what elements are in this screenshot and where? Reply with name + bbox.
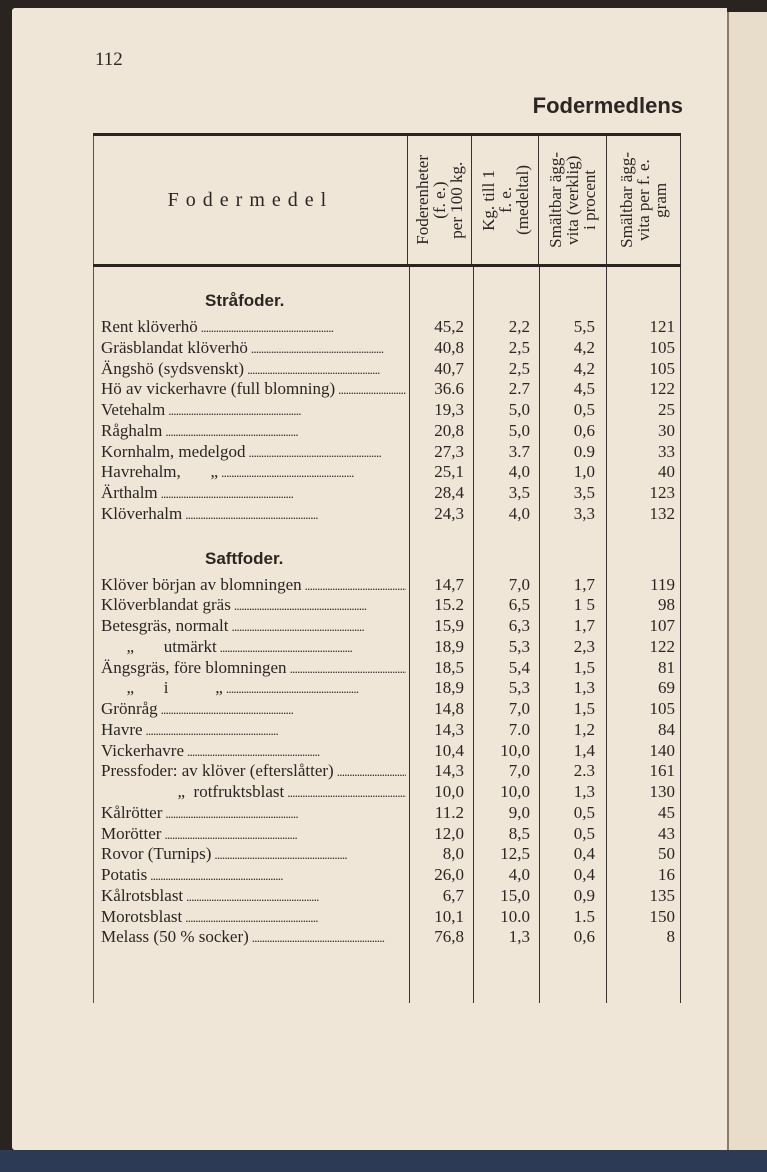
- feed-name-label: Kålrötter: [101, 802, 163, 822]
- table-row: [94, 741, 681, 762]
- feed-name: [94, 462, 406, 483]
- feed-units-per-100kg: 24,3: [434, 503, 464, 523]
- feed-name-label: Melass (50 % socker): [101, 927, 249, 947]
- protein-percent: 0,6: [573, 420, 595, 440]
- dot-leader: [165, 421, 406, 442]
- feed-name-label: Kornhalm, medelgod: [101, 441, 246, 461]
- feed-name-label: Ängsgräs, före blomningen: [101, 657, 287, 677]
- feed-name: [94, 927, 406, 948]
- feed-name: [94, 421, 406, 442]
- kg-per-feed-unit: 12,5: [500, 844, 530, 864]
- feed-name: [94, 359, 406, 380]
- dot-leader: [186, 886, 406, 907]
- feed-name-label: „ i „: [101, 678, 223, 698]
- table-row: [94, 678, 681, 699]
- table-row: [94, 400, 681, 421]
- section-heading: Stråfoder.: [205, 291, 285, 310]
- protein-percent: 1,7: [573, 616, 595, 635]
- kg-per-feed-unit: 2,2: [508, 317, 530, 336]
- feed-name-label: Klöverblandat gräs: [101, 595, 231, 615]
- dot-leader: [146, 720, 406, 741]
- feed-units-per-100kg: 40,7: [434, 358, 464, 378]
- protein-gram-per-fe: 25: [658, 400, 675, 419]
- kg-per-feed-unit: 4,0: [508, 865, 530, 884]
- feed-units-per-100kg: 20,8: [434, 420, 464, 440]
- protein-gram-per-fe: 140: [649, 740, 675, 760]
- protein-gram-per-fe: 123: [649, 483, 675, 502]
- protein-gram-per-fe: 40: [658, 462, 675, 482]
- feed-name: [94, 803, 406, 824]
- kg-per-feed-unit: 5,3: [508, 636, 530, 656]
- protein-percent: 1,3: [573, 678, 595, 698]
- dot-leader: [168, 400, 406, 421]
- feed-name: [94, 595, 406, 616]
- header-aggvita-gram: Smältbar ägg- vita per f. e. gram: [616, 152, 670, 248]
- kg-per-feed-unit: 5,3: [508, 678, 530, 698]
- dot-leader: [221, 462, 406, 483]
- table-header: [93, 136, 681, 264]
- feed-units-per-100kg: 6,7: [442, 885, 464, 905]
- header-col-procent: [538, 136, 606, 264]
- table-row: [94, 907, 681, 928]
- dot-leader: [161, 699, 406, 720]
- feed-units-per-100kg: 10,4: [434, 740, 464, 760]
- table-row: [94, 504, 681, 525]
- book-cover-edge: [0, 1150, 767, 1172]
- protein-gram-per-fe: 105: [649, 358, 675, 378]
- protein-gram-per-fe: 119: [650, 574, 675, 594]
- feed-name-label: Morötter: [101, 823, 162, 843]
- protein-percent: 2.3: [573, 761, 595, 781]
- feed-name: [94, 886, 406, 907]
- feed-name: [94, 761, 406, 782]
- running-head: Fodermedlens: [532, 93, 683, 118]
- kg-per-feed-unit: 7,0: [508, 699, 530, 718]
- feed-name-label: Grönråg: [101, 699, 158, 718]
- dot-leader: [247, 359, 406, 380]
- feed-name: [94, 575, 406, 596]
- protein-gram-per-fe: 30: [658, 420, 675, 440]
- kg-per-feed-unit: 6,3: [508, 616, 530, 635]
- feed-name: [94, 782, 406, 803]
- feed-units-per-100kg: 14,8: [434, 699, 464, 718]
- kg-per-feed-unit: 5,0: [508, 400, 530, 419]
- page-number: 112: [95, 49, 123, 70]
- table-row: [94, 359, 681, 380]
- dot-leader: [234, 595, 406, 616]
- table-row: [94, 761, 681, 782]
- feed-name-label: Hö av vickerhavre (full blomning): [101, 379, 336, 399]
- protein-percent: 0,5: [573, 823, 595, 843]
- table-row: [94, 658, 681, 679]
- feed-name: [94, 338, 406, 359]
- table-row: [94, 338, 681, 359]
- kg-per-feed-unit: 2.7: [508, 379, 530, 399]
- dot-leader: [337, 761, 406, 782]
- section-heading: Saftfoder.: [205, 548, 284, 568]
- feed-name-label: Klöverhalm: [101, 503, 183, 523]
- table-row: [94, 483, 681, 504]
- dot-leader: [251, 338, 406, 359]
- feed-name: [94, 741, 406, 762]
- feed-name: [94, 442, 406, 463]
- feed-name-label: Klöver början av blomningen: [101, 574, 302, 594]
- protein-percent: 4,5: [573, 379, 595, 399]
- protein-percent: 3,5: [573, 483, 595, 502]
- protein-gram-per-fe: 122: [649, 636, 675, 656]
- protein-percent: 1,7: [573, 574, 595, 594]
- table-body: [93, 267, 681, 1003]
- protein-percent: 0,4: [573, 844, 595, 864]
- header-col-kg: [471, 136, 538, 264]
- table-row: [94, 886, 681, 907]
- kg-per-feed-unit: 1,3: [508, 927, 530, 947]
- feed-units-per-100kg: 76,8: [434, 927, 464, 947]
- protein-gram-per-fe: 150: [649, 906, 675, 926]
- feed-units-per-100kg: 11.2: [434, 802, 464, 822]
- feed-name-label: Kålrotsblast: [101, 885, 184, 905]
- feed-units-per-100kg: 18,5: [434, 657, 464, 677]
- dot-leader: [150, 865, 406, 886]
- table-row: [94, 595, 681, 616]
- feed-name: [94, 637, 406, 658]
- protein-gram-per-fe: 107: [649, 616, 675, 635]
- protein-percent: 1,5: [573, 699, 595, 718]
- protein-percent: 4,2: [573, 358, 595, 378]
- kg-per-feed-unit: 3,5: [508, 483, 530, 502]
- dot-leader: [220, 637, 406, 658]
- table-row: [94, 317, 681, 338]
- dot-leader: [161, 483, 406, 504]
- kg-per-feed-unit: 4,0: [508, 503, 530, 523]
- protein-gram-per-fe: 33: [658, 441, 675, 461]
- kg-per-feed-unit: 8,5: [508, 823, 530, 843]
- feed-name-label: Vetehalm: [101, 400, 166, 419]
- protein-percent: 1,3: [573, 782, 595, 801]
- kg-per-feed-unit: 7,0: [508, 574, 530, 594]
- dot-leader: [226, 678, 406, 699]
- feed-name: [94, 616, 406, 637]
- dot-leader: [305, 575, 406, 596]
- kg-per-feed-unit: 4,0: [508, 462, 530, 482]
- feed-units-per-100kg: 26,0: [434, 865, 464, 884]
- protein-percent: 0.9: [573, 441, 595, 461]
- protein-percent: 1,0: [573, 462, 595, 482]
- protein-percent: 1,4: [573, 740, 595, 760]
- table-row: [94, 927, 681, 948]
- dot-leader: [187, 741, 406, 762]
- protein-percent: 0,9: [573, 885, 595, 905]
- protein-gram-per-fe: 45: [658, 802, 675, 822]
- kg-per-feed-unit: 5,4: [508, 657, 530, 677]
- feed-name: [94, 824, 406, 845]
- feed-units-per-100kg: 45,2: [434, 317, 464, 336]
- protein-gram-per-fe: 84: [658, 719, 675, 739]
- protein-gram-per-fe: 69: [658, 678, 675, 698]
- kg-per-feed-unit: 7,0: [508, 761, 530, 781]
- feed-name-label: „ utmärkt: [101, 636, 217, 656]
- protein-gram-per-fe: 8: [666, 927, 675, 947]
- header-fodermedel: Fodermedel: [167, 188, 334, 211]
- feed-name: [94, 844, 406, 865]
- feed-units-per-100kg: 8,0: [442, 844, 464, 864]
- protein-gram-per-fe: 135: [649, 885, 675, 905]
- feed-name-label: Gräsblandat klöverhö: [101, 337, 248, 357]
- protein-gram-per-fe: 43: [658, 823, 675, 843]
- protein-gram-per-fe: 121: [649, 317, 675, 336]
- feed-name: [94, 865, 406, 886]
- dot-leader: [248, 442, 406, 463]
- feed-name: [94, 699, 406, 720]
- kg-per-feed-unit: 15,0: [500, 885, 530, 905]
- protein-gram-per-fe: 105: [649, 337, 675, 357]
- feed-units-per-100kg: 15,9: [434, 616, 464, 635]
- feed-units-per-100kg: 18,9: [434, 636, 464, 656]
- feed-name: [94, 400, 406, 421]
- feed-name-label: Rovor (Turnips): [101, 844, 212, 864]
- header-col-gram: [606, 136, 682, 264]
- feed-units-per-100kg: 14,3: [434, 719, 464, 739]
- header-col-fe: [407, 136, 472, 264]
- feed-name-label: Rent klöverhö: [101, 317, 198, 336]
- table-row: [94, 720, 681, 741]
- protein-percent: 0,5: [573, 802, 595, 822]
- kg-per-feed-unit: 10,0: [500, 740, 530, 760]
- kg-per-feed-unit: 9,0: [508, 802, 530, 822]
- table-row: [94, 782, 681, 803]
- dot-leader: [201, 317, 406, 338]
- feed-name-label: Pressfoder: av klöver (efterslåtter): [101, 761, 334, 781]
- feed-name-label: Vickerhavre: [101, 740, 184, 760]
- feed-units-per-100kg: 14,7: [434, 574, 464, 594]
- protein-gram-per-fe: 16: [658, 865, 675, 884]
- feed-name-label: Havre: [101, 719, 143, 739]
- feed-units-per-100kg: 14,3: [434, 761, 464, 781]
- kg-per-feed-unit: 10,0: [500, 782, 530, 801]
- table-row: [94, 462, 681, 483]
- protein-percent: 4,2: [573, 337, 595, 357]
- table-row: [94, 803, 681, 824]
- protein-percent: 0,4: [573, 865, 595, 884]
- protein-percent: 1 5: [573, 595, 595, 615]
- protein-percent: 5,5: [573, 317, 595, 336]
- table-row: [94, 442, 681, 463]
- header-aggvita-procent: Smältbar ägg- vita (verklig) i procent: [545, 152, 599, 248]
- feed-name: [94, 317, 406, 338]
- feed-units-per-100kg: 10,1: [434, 906, 464, 926]
- dot-leader: [185, 907, 406, 928]
- feed-name-label: Ärthalm: [101, 483, 158, 502]
- feed-units-per-100kg: 19,3: [434, 400, 464, 419]
- kg-per-feed-unit: 5,0: [508, 420, 530, 440]
- protein-gram-per-fe: 105: [649, 699, 675, 718]
- feed-table: [93, 133, 681, 1003]
- feed-units-per-100kg: 15.2: [434, 595, 464, 615]
- feed-name-label: Betesgräs, normalt: [101, 616, 229, 635]
- feed-name-label: „ rotfruktsblast: [101, 782, 285, 801]
- table-row: [94, 844, 681, 865]
- kg-per-feed-unit: 3.7: [508, 441, 530, 461]
- kg-per-feed-unit: 2,5: [508, 358, 530, 378]
- feed-name: [94, 658, 406, 679]
- kg-per-feed-unit: 6,5: [508, 595, 530, 615]
- feed-units-per-100kg: 12,0: [434, 823, 464, 843]
- protein-gram-per-fe: 161: [649, 761, 675, 781]
- dot-leader: [338, 379, 406, 400]
- protein-percent: 3,3: [573, 503, 595, 523]
- dot-leader: [231, 616, 406, 637]
- dot-leader: [185, 504, 406, 525]
- feed-name: [94, 907, 406, 928]
- protein-percent: 0,5: [573, 400, 595, 419]
- table-row: [94, 379, 681, 400]
- table-row: [94, 699, 681, 720]
- feed-name-label: Råghalm: [101, 420, 163, 440]
- dot-leader: [252, 927, 406, 948]
- protein-gram-per-fe: 122: [649, 379, 675, 399]
- feed-name-label: Morotsblast: [101, 906, 183, 926]
- feed-name-label: Potatis: [101, 865, 148, 884]
- adjacent-page-edge: [727, 12, 767, 1152]
- dot-leader: [290, 658, 406, 679]
- feed-name: [94, 379, 406, 400]
- protein-gram-per-fe: 98: [658, 595, 675, 615]
- protein-percent: 1.5: [573, 906, 595, 926]
- kg-per-feed-unit: 10.0: [500, 906, 530, 926]
- feed-name: [94, 483, 406, 504]
- feed-units-per-100kg: 36.6: [434, 379, 464, 399]
- table-tail: [94, 948, 681, 1003]
- protein-percent: 0,6: [573, 927, 595, 947]
- feed-name: [94, 504, 406, 525]
- table-row: [94, 824, 681, 845]
- table-row: [94, 637, 681, 658]
- kg-per-feed-unit: 7.0: [508, 719, 530, 739]
- protein-gram-per-fe: 130: [649, 782, 675, 801]
- protein-percent: 2,3: [573, 636, 595, 656]
- feed-units-per-100kg: 25,1: [434, 462, 464, 482]
- dot-leader: [164, 824, 406, 845]
- protein-gram-per-fe: 81: [658, 657, 675, 677]
- table-row: [94, 575, 681, 596]
- feed-units-per-100kg: 28,4: [434, 483, 464, 502]
- feed-name-label: Ängshö (sydsvenskt): [101, 358, 245, 378]
- dot-leader: [287, 782, 406, 803]
- feed-units-per-100kg: 18,9: [434, 678, 464, 698]
- feed-name: [94, 678, 406, 699]
- feed-units-per-100kg: 27,3: [434, 441, 464, 461]
- protein-gram-per-fe: 132: [649, 503, 675, 523]
- dot-leader: [165, 803, 406, 824]
- header-foderenheter: Foderenheter (f. e.) per 100 kg.: [413, 155, 467, 245]
- dot-leader: [214, 844, 406, 865]
- table-row: [94, 421, 681, 442]
- table-row: [94, 865, 681, 886]
- protein-percent: 1,5: [573, 657, 595, 677]
- feed-name: [94, 720, 406, 741]
- protein-gram-per-fe: 50: [658, 844, 675, 864]
- kg-per-feed-unit: 2,5: [508, 337, 530, 357]
- feed-units-per-100kg: 40,8: [434, 337, 464, 357]
- feed-name-label: Havrehalm, „: [101, 462, 219, 482]
- feed-units-per-100kg: 10,0: [434, 782, 464, 801]
- protein-percent: 1,2: [573, 719, 595, 739]
- header-kg-per-fe: Kg. till 1 f. e. (medeltal): [478, 165, 532, 235]
- table-row: [94, 616, 681, 637]
